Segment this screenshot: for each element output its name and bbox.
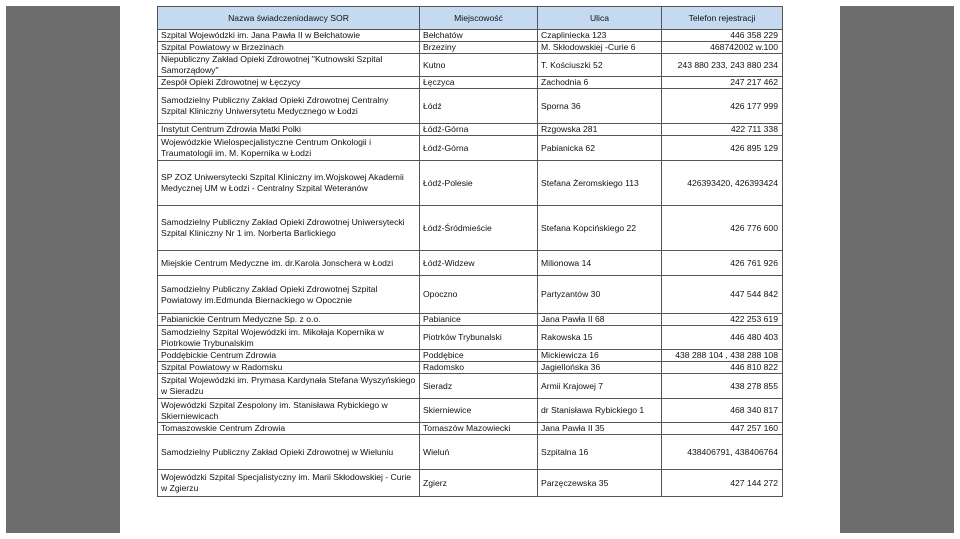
left-margin-panel <box>6 6 120 533</box>
cell-city: Brzeziny <box>420 42 538 54</box>
cell-city: Pabianice <box>420 314 538 326</box>
cell-street: Zachodnia 6 <box>538 77 662 89</box>
cell-name: Pabianickie Centrum Medyczne Sp. z o.o. <box>158 314 420 326</box>
cell-name: Instytut Centrum Zdrowia Matki Polki <box>158 124 420 136</box>
table-row <box>158 42 783 54</box>
cell-phone: 446 358 229 <box>662 30 783 42</box>
cell-street: Jagiellońska 36 <box>538 362 662 374</box>
cell-phone: 426 177 999 <box>662 89 783 124</box>
table-row <box>158 54 783 77</box>
cell-street: Rakowska 15 <box>538 326 662 350</box>
cell-city: Łódź-Górna <box>420 136 538 161</box>
table-row <box>158 470 783 497</box>
cell-city: Poddębice <box>420 350 538 362</box>
cell-street: T. Kościuszki 52 <box>538 54 662 77</box>
cell-name: Poddębickie Centrum Zdrowia <box>158 350 420 362</box>
cell-name: Samodzielny Publiczny Zakład Opieki Zdrowotnej Centralny Szpital Kliniczny Uniwersytetu Medycznego w Łodzi <box>158 89 420 124</box>
sor-table <box>157 6 783 497</box>
cell-street: Stefana Kopcińskiego 22 <box>538 206 662 251</box>
cell-phone: 446 810 822 <box>662 362 783 374</box>
header-phone: Telefon rejestracji <box>662 7 783 30</box>
cell-phone: 438 278 855 <box>662 374 783 399</box>
table-row <box>158 206 783 251</box>
cell-city: Łódź-Polesie <box>420 161 538 206</box>
cell-name: Niepubliczny Zakład Opieki Zdrowotnej "Kutnowski Szpital Samorządowy" <box>158 54 420 77</box>
cell-name: Szpital Wojewódzki im. Prymasa Kardynała Stefana Wyszyńskiego w Sieradzu <box>158 374 420 399</box>
cell-name: Wojewódzkie Wielospecjalistyczne Centrum Onkologii i Traumatologii im. M. Kopernika w Łodzi <box>158 136 420 161</box>
cell-phone: 438 288 104 , 438 288 108 <box>662 350 783 362</box>
cell-phone: 468 340 817 <box>662 399 783 423</box>
table-row <box>158 362 783 374</box>
table-row <box>158 435 783 470</box>
cell-name: Samodzielny Publiczny Zakład Opieki Zdrowotnej Uniwersytecki Szpital Kliniczny Nr 1 im. Norberta Barlickiego <box>158 206 420 251</box>
table-row <box>158 399 783 423</box>
header-street: Ulica <box>538 7 662 30</box>
cell-city: Kutno <box>420 54 538 77</box>
table-row <box>158 326 783 350</box>
cell-street: Jana Pawła II 68 <box>538 314 662 326</box>
cell-phone: 426 761 926 <box>662 251 783 276</box>
cell-city: Bełchatów <box>420 30 538 42</box>
cell-street: Partyzantów 30 <box>538 276 662 314</box>
table-row <box>158 89 783 124</box>
cell-street: Sporna 36 <box>538 89 662 124</box>
cell-street: Jana Pawła II 35 <box>538 423 662 435</box>
cell-name: Samodzielny Publiczny Zakład Opieki Zdrowotnej w Wieluniu <box>158 435 420 470</box>
cell-name: SP ZOZ Uniwersytecki Szpital Kliniczny im.Wojskowej Akademii Medycznej UM w Łodzi - Centralny Szpital Weteranów <box>158 161 420 206</box>
table-row <box>158 77 783 89</box>
cell-name: Samodzielny Publiczny Zakład Opieki Zdrowotnej Szpital Powiatowy im.Edmunda Biernackiego w Opocznie <box>158 276 420 314</box>
document-page <box>157 6 784 533</box>
cell-street: Armii Krajowej 7 <box>538 374 662 399</box>
table-row <box>158 350 783 362</box>
cell-city: Opoczno <box>420 276 538 314</box>
cell-city: Łódź-Widzew <box>420 251 538 276</box>
cell-phone: 247 217 462 <box>662 77 783 89</box>
cell-phone: 427 144 272 <box>662 470 783 497</box>
table-row <box>158 30 783 42</box>
cell-phone: 446 480 403 <box>662 326 783 350</box>
cell-name: Szpital Powiatowy w Radomsku <box>158 362 420 374</box>
table-header-row <box>158 7 783 30</box>
cell-phone: 243 880 233, 243 880 234 <box>662 54 783 77</box>
table-row <box>158 124 783 136</box>
cell-name: Samodzielny Szpital Wojewódzki im. Mikołaja Kopernika w Piotrkowie Trybunalskim <box>158 326 420 350</box>
cell-city: Łódź <box>420 89 538 124</box>
cell-city: Łódź-Górna <box>420 124 538 136</box>
cell-city: Łódź-Śródmieście <box>420 206 538 251</box>
table-row <box>158 276 783 314</box>
cell-street: M. Skłodowskiej -Curie 6 <box>538 42 662 54</box>
cell-name: Szpital Wojewódzki im. Jana Pawła II w Bełchatowie <box>158 30 420 42</box>
cell-street: Mickiewicza 16 <box>538 350 662 362</box>
cell-name: Miejskie Centrum Medyczne im. dr.Karola Jonschera w Łodzi <box>158 251 420 276</box>
cell-street: Pabianicka 62 <box>538 136 662 161</box>
cell-street: Szpitalna 16 <box>538 435 662 470</box>
cell-street: Stefana Żeromskiego 113 <box>538 161 662 206</box>
table-row <box>158 251 783 276</box>
cell-city: Tomaszów Mazowiecki <box>420 423 538 435</box>
cell-street: Rzgowska 281 <box>538 124 662 136</box>
cell-street: Czapliniecka 123 <box>538 30 662 42</box>
table-row <box>158 161 783 206</box>
cell-phone: 426 895 129 <box>662 136 783 161</box>
table-row <box>158 423 783 435</box>
cell-city: Skierniewice <box>420 399 538 423</box>
cell-name: Zespół Opieki Zdrowotnej w Łęczycy <box>158 77 420 89</box>
cell-city: Wieluń <box>420 435 538 470</box>
table-row <box>158 136 783 161</box>
cell-street: Parzęczewska 35 <box>538 470 662 497</box>
cell-phone: 426 776 600 <box>662 206 783 251</box>
cell-name: Wojewódzki Szpital Zespolony im. Stanisława Rybickiego w Skierniewicach <box>158 399 420 423</box>
cell-name: Tomaszowskie Centrum Zdrowia <box>158 423 420 435</box>
cell-phone: 438406791, 438406764 <box>662 435 783 470</box>
cell-street: Milionowa 14 <box>538 251 662 276</box>
cell-city: Piotrków Trybunalski <box>420 326 538 350</box>
cell-phone: 422 711 338 <box>662 124 783 136</box>
cell-name: Szpital Powiatowy w Brzezinach <box>158 42 420 54</box>
cell-phone: 468742002 w.100 <box>662 42 783 54</box>
cell-city: Łęczyca <box>420 77 538 89</box>
cell-name: Wojewódzki Szpital Specjalistyczny im. Marii Skłodowskiej - Curie w Zgierzu <box>158 470 420 497</box>
cell-street: dr Stanisława Rybickiego 1 <box>538 399 662 423</box>
cell-phone: 426393420, 426393424 <box>662 161 783 206</box>
cell-city: Radomsko <box>420 362 538 374</box>
header-name: Nazwa świadczeniodawcy SOR <box>158 7 420 30</box>
right-margin-panel <box>840 6 954 533</box>
cell-phone: 422 253 619 <box>662 314 783 326</box>
cell-phone: 447 544 842 <box>662 276 783 314</box>
cell-phone: 447 257 160 <box>662 423 783 435</box>
header-city: Miejscowość <box>420 7 538 30</box>
table-row <box>158 314 783 326</box>
table-row <box>158 374 783 399</box>
cell-city: Zgierz <box>420 470 538 497</box>
cell-city: Sieradz <box>420 374 538 399</box>
